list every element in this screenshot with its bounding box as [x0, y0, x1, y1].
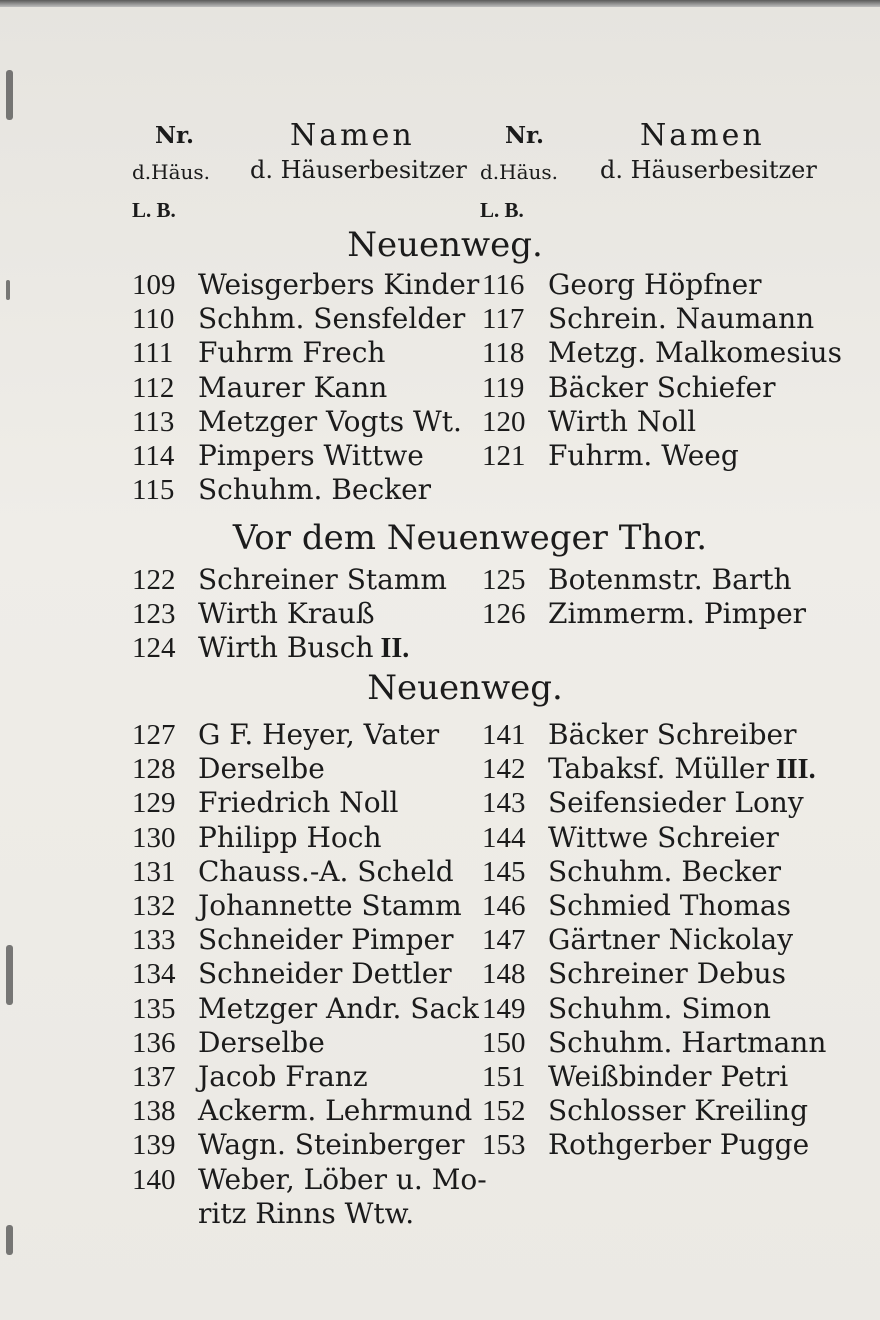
list-item: [482, 268, 762, 302]
house-number: 138: [132, 1095, 176, 1128]
list-item: [132, 563, 447, 597]
header-left-namen: Namen: [290, 118, 415, 153]
house-number: 125: [482, 564, 526, 596]
list-item: [482, 1128, 809, 1162]
list-item: [482, 439, 739, 473]
house-number: 115: [132, 474, 175, 507]
house-number: 147: [482, 924, 526, 957]
list-item: [132, 1060, 368, 1094]
list-item: [132, 439, 424, 473]
list-item: [482, 718, 796, 752]
section-title: Neuenweg.: [367, 668, 563, 708]
owner-name: Weißbinder Petri: [548, 1060, 789, 1093]
house-number: 146: [482, 890, 526, 922]
owner-name: Weisgerbers Kinder: [198, 268, 480, 301]
house-number: 137: [132, 1061, 176, 1093]
house-number: 130: [132, 821, 176, 854]
list-item: [132, 718, 439, 752]
owner-name: ritz Rinns Wtw.: [198, 1196, 415, 1230]
list-item: [482, 1094, 808, 1128]
top-border-line: [0, 0, 880, 7]
list-item: [132, 786, 398, 820]
owner-name: Wagn. Steinberger: [198, 1128, 465, 1162]
house-number: 140: [132, 1163, 176, 1196]
left-edge-mark: [6, 280, 10, 300]
house-number: 151: [482, 1061, 526, 1093]
owner-name: Botenmstr. Barth: [548, 563, 792, 596]
house-number: 150: [482, 1026, 526, 1059]
house-number: 127: [132, 719, 176, 751]
house-number: 153: [482, 1129, 526, 1162]
house-number: 126: [482, 598, 526, 631]
owner-name: Zimmerm. Pimper: [548, 597, 807, 631]
list-item: [132, 631, 409, 665]
list-item: [132, 1197, 414, 1231]
list-item: [482, 563, 792, 597]
house-number: 144: [482, 821, 526, 854]
owner-name: Metzger Andr. Sack: [198, 991, 479, 1025]
list-item: [132, 405, 462, 439]
owner-name: Schrein. Naumann: [548, 302, 815, 336]
house-number: 152: [482, 1095, 526, 1128]
owner-name: Tabaksf. Müller: [548, 752, 769, 786]
house-number: 113: [132, 405, 175, 438]
owner-name: Metzger Vogts Wt.: [198, 404, 462, 438]
owner-name: Jacob Franz: [198, 1060, 368, 1093]
list-item: [132, 1094, 472, 1128]
list-item: [482, 889, 791, 923]
house-number: 112: [132, 371, 175, 404]
left-edge-mark: [6, 1225, 13, 1255]
house-number: 135: [132, 992, 176, 1025]
owner-name: Schneider Dettler: [198, 957, 452, 991]
owner-name: Metzg. Malkomesius: [548, 336, 842, 370]
owner-name: Wirth Noll: [548, 404, 697, 438]
owner-name: Ackerm. Lehrmund: [198, 1094, 473, 1128]
section-title: Vor dem Neuenweger Thor.: [232, 518, 708, 558]
left-edge-mark: [6, 945, 13, 1005]
owner-name: Johannette Stamm: [198, 889, 462, 922]
list-item: [132, 752, 325, 786]
house-number: 119: [482, 371, 525, 404]
house-number: 131: [132, 855, 176, 888]
header-right-namen: Namen: [640, 118, 765, 153]
house-number: 116: [482, 269, 525, 301]
list-item: [132, 302, 465, 336]
owner-name: Georg Höpfner: [548, 268, 762, 301]
house-number: 114: [132, 440, 175, 472]
header-right-nr: Nr.: [505, 122, 545, 149]
list-item: [132, 923, 453, 957]
house-number: 109: [132, 269, 176, 301]
owner-name: Rothgerber Pugge: [548, 1128, 810, 1162]
list-item: [482, 821, 779, 855]
house-number: 149: [482, 992, 526, 1025]
list-item: [132, 992, 479, 1026]
house-number: 120: [482, 405, 526, 438]
owner-name: Chauss.-A. Scheld: [198, 854, 454, 888]
owner-name: Pimpers Wittwe: [198, 439, 424, 472]
house-number: 128: [132, 753, 176, 786]
list-item: [482, 302, 814, 336]
owner-name: Fuhrm Frech: [198, 336, 386, 370]
owner-name: Maurer Kann: [198, 370, 388, 404]
header-right-sub-besitzer: d. Häuserbesitzer: [600, 156, 817, 184]
house-number: 139: [132, 1129, 176, 1162]
house-number: 143: [482, 787, 526, 820]
house-number: 110: [132, 303, 175, 336]
header-left-nr: Nr.: [155, 122, 195, 149]
owner-name: Bäcker Schiefer: [548, 370, 776, 404]
house-number: 121: [482, 440, 526, 472]
list-item: [132, 821, 381, 855]
house-number: 145: [482, 855, 526, 888]
house-number: 129: [132, 787, 176, 820]
section-title: Neuenweg.: [347, 225, 543, 265]
owner-name: G F. Heyer, Vater: [198, 718, 440, 751]
owner-name: Fuhrm. Weeg: [548, 439, 739, 472]
house-number: 123: [132, 598, 176, 631]
list-item: [132, 1128, 465, 1162]
list-item: [482, 405, 696, 439]
list-item: [132, 957, 452, 991]
list-item: [482, 1026, 826, 1060]
list-item: [482, 992, 771, 1026]
list-item: [132, 889, 462, 923]
list-item: [132, 597, 375, 631]
list-item: [132, 336, 385, 370]
list-item: [132, 371, 387, 405]
owner-name: Derselbe: [198, 752, 325, 786]
owner-name: Schlosser Kreiling: [548, 1094, 808, 1128]
owner-name: Schuhm. Hartmann: [548, 1025, 827, 1059]
list-item: [482, 923, 793, 957]
house-number: 122: [132, 564, 176, 596]
house-number: 134: [132, 958, 176, 991]
header-left-sub-haus: d.Häus.: [132, 160, 211, 184]
header-right-sub-haus: d.Häus.: [480, 160, 559, 184]
list-item: [132, 473, 431, 507]
owner-name: Wittwe Schreier: [548, 820, 779, 854]
owner-name: Wirth Krauß: [198, 597, 375, 631]
list-item: [482, 1060, 788, 1094]
owner-name: Schreiner Stamm: [198, 563, 447, 596]
list-item: [132, 855, 454, 889]
owner-name: Bäcker Schreiber: [548, 718, 797, 751]
owner-name: Philipp Hoch: [198, 820, 382, 854]
list-item: [482, 752, 816, 786]
header-left-sub-besitzer: d. Häuserbesitzer: [250, 156, 467, 184]
house-number: 136: [132, 1026, 176, 1059]
list-item: [132, 1163, 487, 1197]
owner-name: Schhm. Sensfelder: [198, 302, 466, 336]
house-number: 117: [482, 303, 525, 336]
list-item: [482, 855, 781, 889]
left-edge-mark: [6, 70, 13, 120]
list-item: [482, 597, 806, 631]
owner-name: Schuhm. Simon: [548, 991, 771, 1025]
house-number: 148: [482, 958, 526, 991]
owner-name: Schuhm. Becker: [198, 473, 432, 507]
header-right-lb: L. B.: [480, 198, 524, 222]
header-left-lb: L. B.: [132, 198, 176, 222]
roman-numeral-suffix: II.: [373, 633, 410, 665]
list-item: [482, 336, 842, 370]
list-item: [482, 371, 776, 405]
owner-name: Gärtner Nickolay: [548, 923, 794, 957]
house-number: 133: [132, 924, 176, 957]
owner-name: Schneider Pimper: [198, 923, 454, 957]
list-item: [132, 268, 479, 302]
house-number: 141: [482, 719, 526, 751]
house-number: 111: [132, 337, 174, 370]
list-item: [482, 957, 786, 991]
house-number: 118: [482, 337, 525, 370]
owner-name: Seifensieder Lony: [548, 786, 804, 820]
list-item: [132, 1026, 325, 1060]
owner-name: Friedrich Noll: [198, 786, 399, 820]
house-number: 132: [132, 890, 176, 922]
list-item: [482, 786, 804, 820]
owner-name: Weber, Löber u. Mo-: [198, 1162, 487, 1196]
owner-name: Derselbe: [198, 1025, 325, 1059]
owner-name: Schmied Thomas: [548, 889, 791, 922]
roman-numeral-suffix: III.: [768, 754, 816, 786]
house-number: 142: [482, 753, 526, 786]
owner-name: Schuhm. Becker: [548, 854, 782, 888]
house-number: 124: [132, 632, 176, 665]
owner-name: Schreiner Debus: [548, 957, 787, 991]
owner-name: Wirth Busch: [198, 631, 374, 665]
